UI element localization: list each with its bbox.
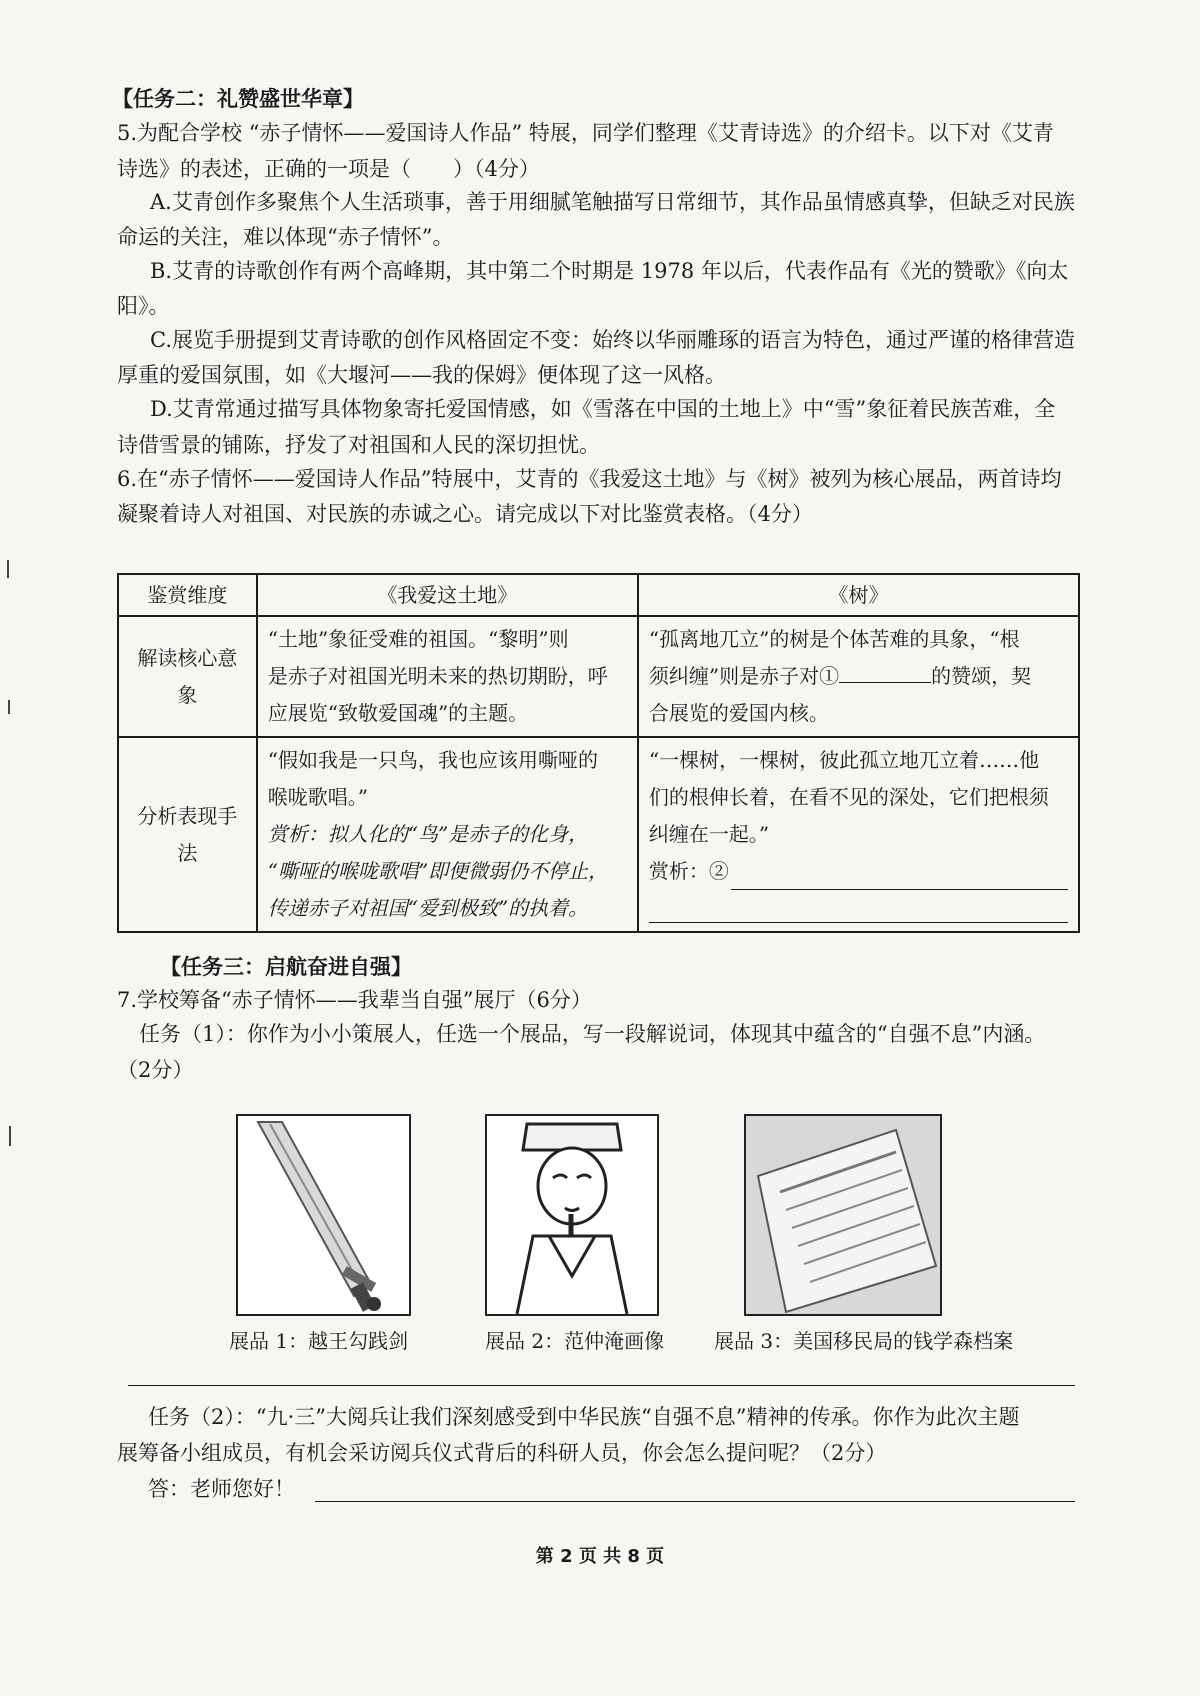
q7-stem: 7.学校筹备“赤子情怀——我辈当自强”展厅（6分） — [117, 988, 592, 1012]
q5-stem-line1: 5.为配合学校 “赤子情怀——爱国诗人作品” 特展，同学们整理《艾青诗选》的介绍卡。以下对《艾青 — [117, 121, 1054, 145]
header-tree-poem: 《树》 — [638, 574, 1079, 616]
q5-option-c-line1: C.展览手册提到艾青诗歌的创作风格固定不变：始终以华丽雕琢的语言为特色，通过严谨的格律营造 — [150, 328, 1075, 352]
q7-task1-line1: 任务（1）：你作为小小策展人，任选一个展品，写一段解说词，体现其中蕴含的“自强不息”内涵。 — [139, 1022, 1046, 1046]
q5-stem-line2: 诗选》的表述，正确的一项是（ ）（4分） — [117, 157, 540, 181]
exhibit-document-image — [744, 1114, 942, 1316]
q7-task2-line1: 任务（2）：“九·三”大阅兵让我们深刻感受到中华民族“自强不息”精神的传承。你作为此次主题 — [148, 1405, 1020, 1429]
q7-task1-line2: （2分） — [117, 1058, 194, 1082]
q6-stem-line2: 凝聚着诗人对祖国、对民族的赤诚之心。请完成以下对比鉴赏表格。（4分） — [117, 502, 813, 526]
technique-land-handwritten: “嘶哑的喉咙歌唱”即便微弱仍不停止， — [267, 859, 609, 883]
technique-tree-prompt: 赏析：② — [648, 859, 729, 883]
imagery-tree-line: “孤离地兀立”的树是个体苦难的具象，“根 — [648, 627, 1020, 651]
imagery-land-cell — [257, 616, 638, 737]
technique-tree-line: “一棵树，一棵树，彼此孤立地兀立着……他 — [648, 748, 1040, 772]
scan-speck — [9, 1126, 11, 1146]
section-divider — [128, 1385, 1075, 1386]
technique-land-handwritten: 传递赤子对祖国“爱到极致”的执着。 — [267, 896, 589, 920]
imagery-tree-line2 — [649, 658, 1068, 695]
q5-option-a-line2: 命运的关注，难以体现“赤子情怀”。 — [117, 225, 454, 249]
imagery-land-line: “土地”象征受难的祖国。“黎明”则 — [267, 627, 569, 651]
q5-option-c-line2: 厚重的爱国氛围，如《大堰河——我的保姆》便体现了这一风格。 — [117, 363, 726, 387]
imagery-tree-line: 合展览的爱国内核。 — [648, 701, 829, 725]
exhibit-3-caption: 展品 3：美国移民局的钱学森档案 — [714, 1329, 1014, 1353]
scan-speck — [7, 560, 9, 578]
imagery-tree-line2-post: 的赞颂，契 — [931, 664, 1032, 688]
sword-image-icon — [238, 1116, 409, 1314]
q5-option-d-line1: D.艾青常通过描写具体物象寄托爱国情感，如《雪落在中国的土地上》中“雪”象征着民族苦难，全 — [150, 397, 1056, 421]
technique-land-handwritten: 赏析：拟人化的“鸟”是赤子的化身， — [267, 822, 589, 846]
table-row-imagery — [118, 616, 1079, 737]
q5-option-a-line1: A.艾青创作多聚焦个人生活琐事，善于用细腻笔触描写日常细节，其作品虽情感真挚，但缺乏对民族 — [150, 190, 1075, 214]
row-dimension-technique: 分析表现手法 — [118, 737, 257, 932]
imagery-land-line: 是赤子对祖国光明未来的热切期盼，呼 — [267, 664, 608, 688]
technique-land-line: 喉咙歌唱。” — [267, 785, 368, 809]
task3-heading: 【任务三：启航奋进自强】 — [160, 955, 412, 979]
answer-blank-1[interactable] — [839, 660, 931, 683]
q5-option-b-line2: 阳》。 — [117, 294, 170, 318]
imagery-tree-cell — [638, 616, 1079, 737]
answer-blank-2-continued[interactable] — [649, 892, 1068, 923]
imagery-land-line: 应展览“致敬爱国魂”的主题。 — [267, 701, 529, 725]
exhibit-portrait-image — [485, 1114, 659, 1316]
answer-line[interactable] — [315, 1501, 1075, 1502]
header-dimension: 鉴赏维度 — [118, 574, 257, 616]
q5-option-d-line2: 诗借雪景的铺陈，抒发了对祖国和人民的深切担忧。 — [117, 433, 600, 457]
q7-task2-line2: 展筹备小组成员，有机会采访阅兵仪式背后的科研人员，你会怎么提问呢？（2分） — [117, 1441, 887, 1465]
document-image-icon — [746, 1116, 940, 1314]
exhibit-sword-image — [236, 1114, 411, 1316]
page-footer: 第 2 页 共 8 页 — [535, 1546, 665, 1567]
row-dimension-imagery: 解读核心意象 — [118, 616, 257, 737]
scan-speck — [8, 700, 10, 714]
technique-tree-cell — [638, 737, 1079, 932]
table-header-row — [118, 574, 1079, 616]
portrait-image-icon — [487, 1116, 657, 1314]
comparison-table — [117, 573, 1080, 933]
q5-option-b-line1: B.艾青的诗歌创作有两个高峰期，其中第二个时期是 1978 年以后，代表作品有《光的赞歌》《向太 — [150, 259, 1069, 283]
table-row-technique — [118, 737, 1079, 932]
imagery-tree-line2-pre: 须纠缠”则是赤子对① — [648, 664, 840, 688]
technique-tree-appreciation — [649, 853, 1068, 890]
answer-blank-2[interactable] — [731, 867, 1068, 890]
exhibit-2-caption: 展品 2：范仲淹画像 — [485, 1329, 665, 1353]
technique-land-cell — [257, 737, 638, 932]
task2-heading: 【任务二：礼赞盛世华章】 — [112, 87, 364, 111]
technique-tree-line: 纠缠在一起。” — [648, 822, 770, 846]
header-land-poem: 《我爱这土地》 — [257, 574, 638, 616]
exhibit-1-caption: 展品 1：越王勾践剑 — [229, 1329, 409, 1353]
answer-prefix: 答：老师您好！ — [148, 1477, 295, 1501]
technique-land-line: “假如我是一只鸟，我也应该用嘶哑的 — [267, 748, 598, 772]
q6-stem-line1: 6.在“赤子情怀——爱国诗人作品”特展中，艾青的《我爱这土地》与《树》被列为核心展品，两首诗均 — [117, 467, 1062, 491]
technique-tree-line: 们的根伸长着，在看不见的深处，它们把根须 — [648, 785, 1049, 809]
